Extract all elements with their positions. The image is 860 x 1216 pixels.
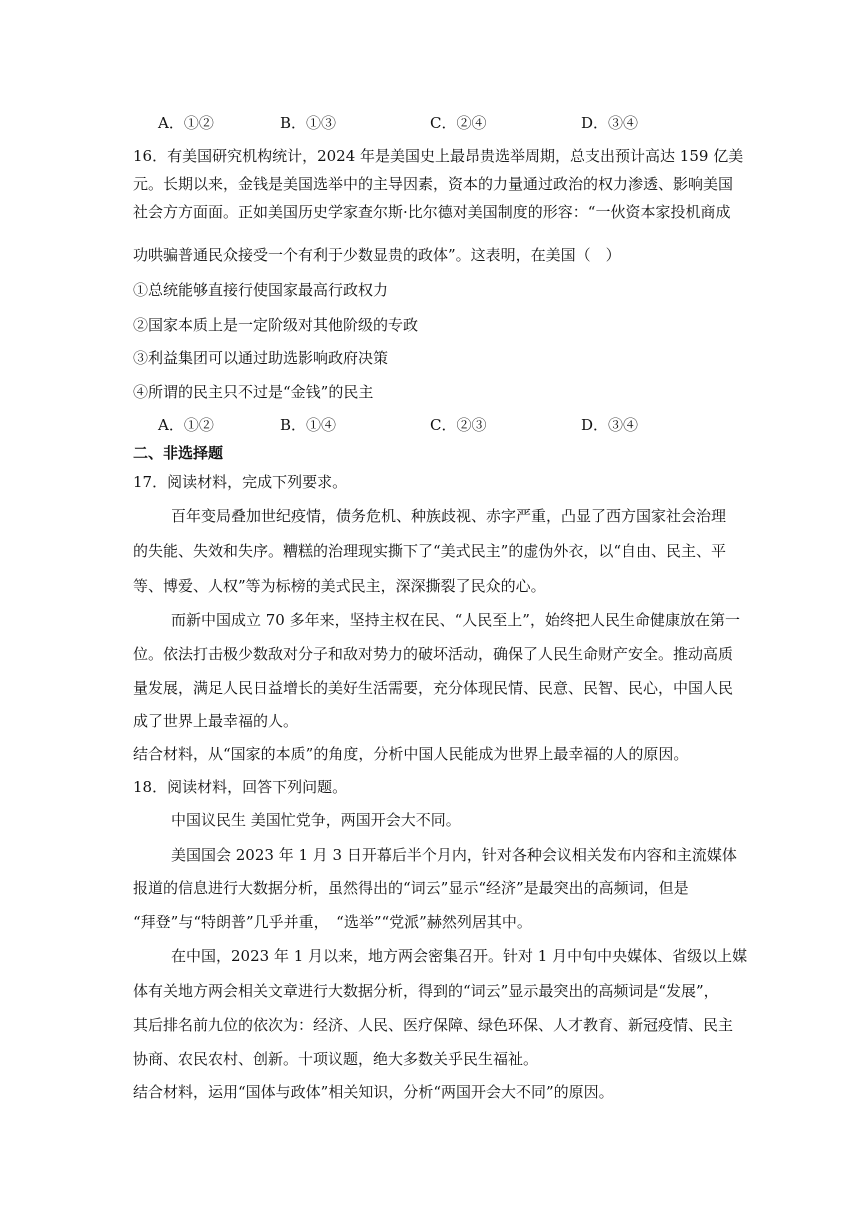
q17-material-line: 而新中国成立 70 多年来，坚持主权在民、“人民至上”，始终把人民生命健康放在第一 xyxy=(171,611,740,629)
q18-intro: 中国议民生 美国忙党争，两国开会大不同。 xyxy=(171,811,461,829)
q17-material-line: 量发展，满足人民日益增长的美好生活需要，充分体现民情、民意、民智、民心，中国人民 xyxy=(133,679,734,697)
q17-material-line: 百年变局叠加世纪疫情，债务危机、种族歧视、赤字严重，凸显了西方国家社会治理 xyxy=(171,507,727,525)
q18-material-line: “拜登”与“特朗普”几乎并重， “选举”“党派”赫然列居其中。 xyxy=(133,913,532,931)
q17-material-line: 的失能、失效和失序。糟糕的治理现实撕下了“美式民主”的虚伪外衣，以“自由、民主、平 xyxy=(133,542,727,560)
q16-option-c: C．②③ xyxy=(430,416,487,434)
q16-stem-line: 16．有美国研究机构统计，2024 年是美国史上最昂贵选举周期，总支出预计高达 159 亿美 xyxy=(133,147,744,165)
q17-stem: 17．阅读材料，完成下列要求。 xyxy=(133,473,348,491)
q16-item: ④所谓的民主只不过是“金钱”的民主 xyxy=(133,383,374,401)
q16-options xyxy=(158,415,718,435)
q16-stem-line: 功哄骗普通民众接受一个有利于少数显贵的政体”。这表明，在美国（ ） xyxy=(133,246,621,264)
q18-material-line: 报道的信息进行大数据分析，虽然得出的“词云”显示“经济”是最突出的高频词，但是 xyxy=(133,879,689,897)
section-title: 二、非选择题 xyxy=(133,444,224,462)
q17-question: 结合材料，从“国家的本质”的角度，分析中国人民能成为世界上最幸福的人的原因。 xyxy=(133,745,689,763)
q15-option-c: C．②④ xyxy=(430,114,487,132)
q15-option-b: B．①③ xyxy=(280,114,337,132)
q18-material-line: 体有关地方两会相关文章进行大数据分析，得到的“词云”显示最突出的高频词是“发展”， xyxy=(133,982,719,1000)
q16-option-d: D．③④ xyxy=(581,416,639,434)
q16-option-b: B．①④ xyxy=(280,416,337,434)
q18-material-line: 在中国，2023 年 1 月以来，地方两会密集召开。针对 1 月中旬中央媒体、省级以上媒 xyxy=(171,947,748,965)
q16-item: ①总统能够直接行使国家最高行政权力 xyxy=(133,281,389,299)
q15-option-d: D．③④ xyxy=(581,114,639,132)
q16-stem-line: 社会方方面面。正如美国历史学家查尔斯·比尔德对美国制度的形容：“一伙资本家投机商成 xyxy=(133,203,731,221)
q18-material-line: 协商、农民农村、创新。十项议题，绝大多数关乎民生福祉。 xyxy=(133,1050,539,1068)
q16-item: ②国家本质上是一定阶级对其他阶级的专政 xyxy=(133,316,419,334)
q17-material-line: 位。依法打击极少数敌对分子和敌对势力的破坏活动，确保了人民生命财产安全。推动高质 xyxy=(133,645,734,663)
q18-question: 结合材料，运用“国体与政体”相关知识，分析“两国开会大不同”的原因。 xyxy=(133,1083,614,1101)
q18-stem: 18．阅读材料，回答下列问题。 xyxy=(133,778,348,796)
q16-stem-line: 元。长期以来，金钱是美国选举中的主导因素，资本的力量通过政治的权力渗透、影响美国 xyxy=(133,175,734,193)
q18-material-line: 美国国会 2023 年 1 月 3 日开幕后半个月内，针对各种会议相关发布内容和主流媒体 xyxy=(171,846,737,864)
q18-material-line: 其后排名前九位的依次为：经济、人民、医疗保障、绿色环保、人才教育、新冠疫情、民主 xyxy=(133,1016,734,1034)
q16-option-a: A．①② xyxy=(158,416,214,434)
q15-option-a: A．①② xyxy=(158,114,214,132)
q16-item: ③利益集团可以通过助选影响政府决策 xyxy=(133,349,389,367)
q17-material-line: 成了世界上最幸福的人。 xyxy=(133,712,299,730)
q15-options xyxy=(158,113,718,133)
q17-material-line: 等、博爱、人权”等为标榜的美式民主，深深撕裂了民众的心。 xyxy=(133,577,546,595)
